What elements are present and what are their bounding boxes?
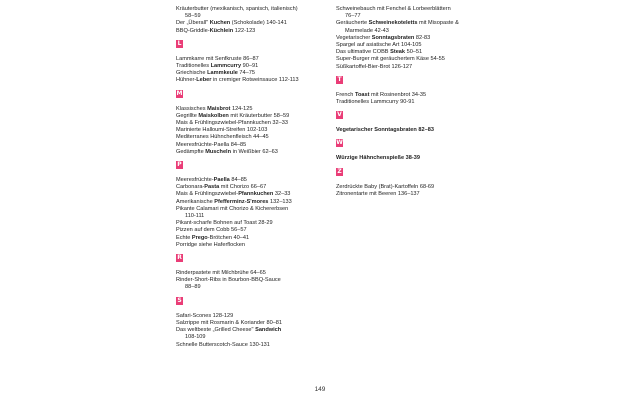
- entry-group: [176, 177, 322, 249]
- entry-text-after: 90–91: [241, 63, 259, 70]
- index-entry: [176, 270, 322, 277]
- entry-text-after: 124-125: [230, 105, 253, 112]
- index-entry: [176, 184, 322, 191]
- entry-text-after: 32–33: [273, 191, 291, 198]
- entry-text-after: in Weißbier 62–63: [231, 148, 278, 155]
- entry-text: Das ultimative COBB: [336, 49, 391, 56]
- entry-group: [176, 56, 322, 85]
- index-entry: [336, 20, 486, 34]
- entry-text: Süßkartoffel-Bier-Brot 126-127: [336, 63, 413, 70]
- entry-keyword: Pfefferminz-S'mores: [214, 198, 269, 205]
- entry-keyword: Paella: [213, 177, 230, 184]
- index-entry: [176, 342, 322, 349]
- entry-text: Spargel auf asiatische Art 104-105: [336, 42, 422, 49]
- index-entry: [176, 6, 322, 20]
- entry-keyword: Toast: [354, 91, 370, 98]
- entry-text-after: 132–133: [268, 198, 292, 205]
- entry-keyword: Prego: [191, 234, 208, 241]
- index-entry: [176, 327, 322, 341]
- entry-group: [176, 6, 322, 35]
- index-entry: [176, 149, 322, 156]
- entry-text-after: mit Chorizo 66–67: [219, 184, 267, 191]
- entry-keyword: Sonntagsbraten: [371, 34, 415, 41]
- entry-keyword: Küchlein: [209, 27, 234, 34]
- entry-group: [176, 106, 322, 156]
- entry-keyword: Maisbrot: [207, 105, 231, 112]
- index-entry: [336, 127, 486, 134]
- entry-text: Schnelle Butterscotch-Sauce 130-131: [176, 341, 270, 348]
- entry-text: Kräuterbutter (mexikanisch, spanisch, italienisch): [176, 6, 298, 12]
- entry-page-ref: 88–89: [185, 284, 201, 291]
- entry-group: [336, 184, 486, 198]
- entry-text: Super-Burger mit geräuchertem Käse 54-55: [336, 56, 445, 63]
- entry-text: Zitronentarte mit Beeren 136–137: [336, 190, 420, 197]
- index-entry: [176, 56, 322, 63]
- entry-text: Lammkarre mit Senfkruste 86–87: [176, 55, 259, 62]
- index-entry: [176, 220, 322, 227]
- page-number: 149: [314, 386, 326, 393]
- index-entry: [176, 113, 322, 120]
- index-entry: [176, 106, 322, 113]
- entry-text-after: (Schokolade) 140-141: [230, 20, 287, 27]
- index-column-right: [336, 6, 486, 198]
- index-entry: [176, 235, 322, 242]
- index-entry: [336, 42, 486, 49]
- entry-page-ref: 110-111: [185, 213, 205, 220]
- entry-text: Meeresfrüchte-Paella 84–85: [176, 141, 247, 148]
- entry-text: Vegetarischer: [336, 34, 372, 41]
- letter-badge-z: Z: [337, 167, 342, 175]
- index-entry: [336, 56, 486, 63]
- index-entry: [176, 70, 322, 77]
- index-entry: [176, 120, 322, 127]
- index-entry: [336, 64, 486, 71]
- entry-group: [336, 127, 486, 134]
- entry-text: Rinderpastete mit Milchbrühe 64–65: [176, 270, 266, 277]
- index-entry: [336, 184, 486, 191]
- entry-keyword: Würzige Hähnchenspieße 38-39: [336, 155, 420, 162]
- entry-group: [336, 92, 486, 106]
- entry-keyword: Muscheln: [205, 148, 232, 155]
- index-entry: [176, 77, 322, 84]
- entry-text: Carbonara-: [176, 184, 205, 191]
- entry-keyword: Vegetarischer Sonntagsbraten 82–83: [336, 127, 434, 134]
- letter-badge-t: T: [337, 75, 342, 83]
- entry-text-after: in cremiger Rotweinsauce 112-113: [211, 77, 299, 84]
- index-column-left: [176, 6, 322, 349]
- index-entry: [176, 206, 322, 220]
- entry-group: [176, 313, 322, 349]
- index-entry: [176, 320, 322, 327]
- entry-keyword: Leber: [196, 77, 212, 84]
- index-entry: [336, 92, 486, 99]
- entry-text: Traditionelles Lammcurry 90-91: [336, 99, 415, 106]
- entry-text: Das weltbeste „Grilled Cheese": [176, 327, 256, 334]
- entry-text-after: 84–85: [229, 177, 247, 184]
- entry-group: [336, 155, 486, 162]
- entry-text-after: mit Kräuterbutter 58–59: [228, 112, 290, 119]
- entry-text: Zerdrückte Baby (Brat)-Kartoffeln 68-69: [336, 183, 435, 190]
- index-entry: [176, 177, 322, 184]
- index-entry: [176, 20, 322, 27]
- entry-keyword: Sandwich: [255, 327, 282, 334]
- index-entry: [336, 35, 486, 42]
- entry-text: Pikant-scharfe Bohnen auf Toast 28-29: [176, 220, 273, 227]
- entry-text: Rinder-Short-Ribs in Bourbon-BBQ-Sauce: [176, 277, 281, 284]
- entry-text: Klassisches: [176, 105, 208, 112]
- entry-keyword: Lammkeule: [207, 70, 238, 77]
- index-entry: [336, 49, 486, 56]
- index-entry: [176, 242, 322, 249]
- entry-text: Gegrillte: [176, 112, 199, 119]
- entry-keyword: Steak: [390, 49, 406, 56]
- entry-text-after: 82-83: [414, 34, 431, 41]
- entry-page-ref: 58–59: [185, 13, 201, 20]
- entry-keyword: Schweinekoteletts: [368, 20, 418, 27]
- entry-text-after: mit Rosinenbrot 34-35: [369, 91, 427, 98]
- index-entry: [176, 191, 322, 198]
- entry-text: Der „Überall": [176, 20, 210, 27]
- entry-text: French: [336, 91, 355, 98]
- letter-badge-m: M: [176, 89, 183, 97]
- entry-keyword: Kuchen: [209, 20, 231, 27]
- entry-group: [176, 270, 322, 292]
- index-entry: [176, 199, 322, 206]
- entry-text-after: 50–51: [405, 49, 423, 56]
- entry-text: Griechische: [176, 70, 208, 77]
- index-entry: [176, 63, 322, 70]
- entry-text: Hühner-: [176, 77, 197, 84]
- entry-text: Porridge siehe Haferflocken: [176, 241, 246, 248]
- entry-text: Amerikanische: [176, 198, 215, 205]
- entry-group: [336, 6, 486, 71]
- entry-text: Geräucherte: [336, 20, 369, 27]
- index-entry: [336, 6, 486, 20]
- entry-text: Pikante Calamari mit Chorizo & Kichererbsen: [176, 205, 289, 212]
- letter-badge-w: W: [336, 139, 343, 147]
- entry-keyword: Pasta: [204, 184, 220, 191]
- letter-badge-l: L: [177, 39, 182, 47]
- entry-text: Echte: [176, 234, 192, 241]
- entry-text-after: 74–75: [237, 70, 255, 77]
- index-entry: [336, 155, 486, 162]
- entry-text: Pizzen auf dem Cobb 56–57: [176, 227, 247, 234]
- index-entry: [176, 127, 322, 134]
- index-entry: [176, 134, 322, 141]
- entry-keyword: Maiskolben: [198, 112, 229, 119]
- letter-badge-v: V: [337, 111, 342, 119]
- entry-text: Mediterranes Hühnchenfleisch 44–45: [176, 134, 269, 141]
- entry-page-ref: 76–77: [345, 13, 361, 20]
- entry-text: Meeresfrüchte-: [176, 177, 214, 184]
- entry-text-after: mit Misopaste &: [417, 20, 459, 27]
- letter-badge-r: R: [177, 254, 182, 262]
- index-entry: [176, 277, 322, 291]
- entry-text: Salzrippe mit Rosmarin & Koriander 80–81: [176, 319, 283, 326]
- entry-text: Safari-Scones 128-129: [176, 312, 234, 319]
- entry-text: Schweinebauch mit Fenchel & Lorbeerblättern: [336, 6, 451, 12]
- entry-text: Marinierte Halloumi-Streifen 102-103: [176, 127, 268, 134]
- letter-badge-s: S: [177, 296, 182, 304]
- entry-page-ref: 108-109: [185, 334, 206, 341]
- entry-keyword: Pfannkuchen: [238, 191, 274, 198]
- entry-text: Traditionelles: [176, 63, 211, 70]
- entry-page-ref: Marmelade 42-43: [345, 27, 389, 34]
- letter-badge-p: P: [177, 161, 182, 169]
- index-entry: [176, 142, 322, 149]
- entry-keyword: Lammcurry: [210, 63, 242, 70]
- entry-text: Gedämpfte: [176, 148, 206, 155]
- entry-text: Mais & Frühlingszwiebel-: [176, 191, 239, 198]
- entry-text-after: -Brötchen 40–41: [207, 234, 250, 241]
- entry-text-after: 122-123: [233, 27, 256, 34]
- index-entry: [336, 99, 486, 106]
- index-entry: [176, 227, 322, 234]
- entry-text: Mais & Frühlingszwiebel-Pfannkuchen 32–33: [176, 120, 288, 127]
- entry-text: BBQ-Griddle-: [176, 27, 210, 34]
- index-entry: [176, 313, 322, 320]
- index-entry: [176, 28, 322, 35]
- index-entry: [336, 191, 486, 198]
